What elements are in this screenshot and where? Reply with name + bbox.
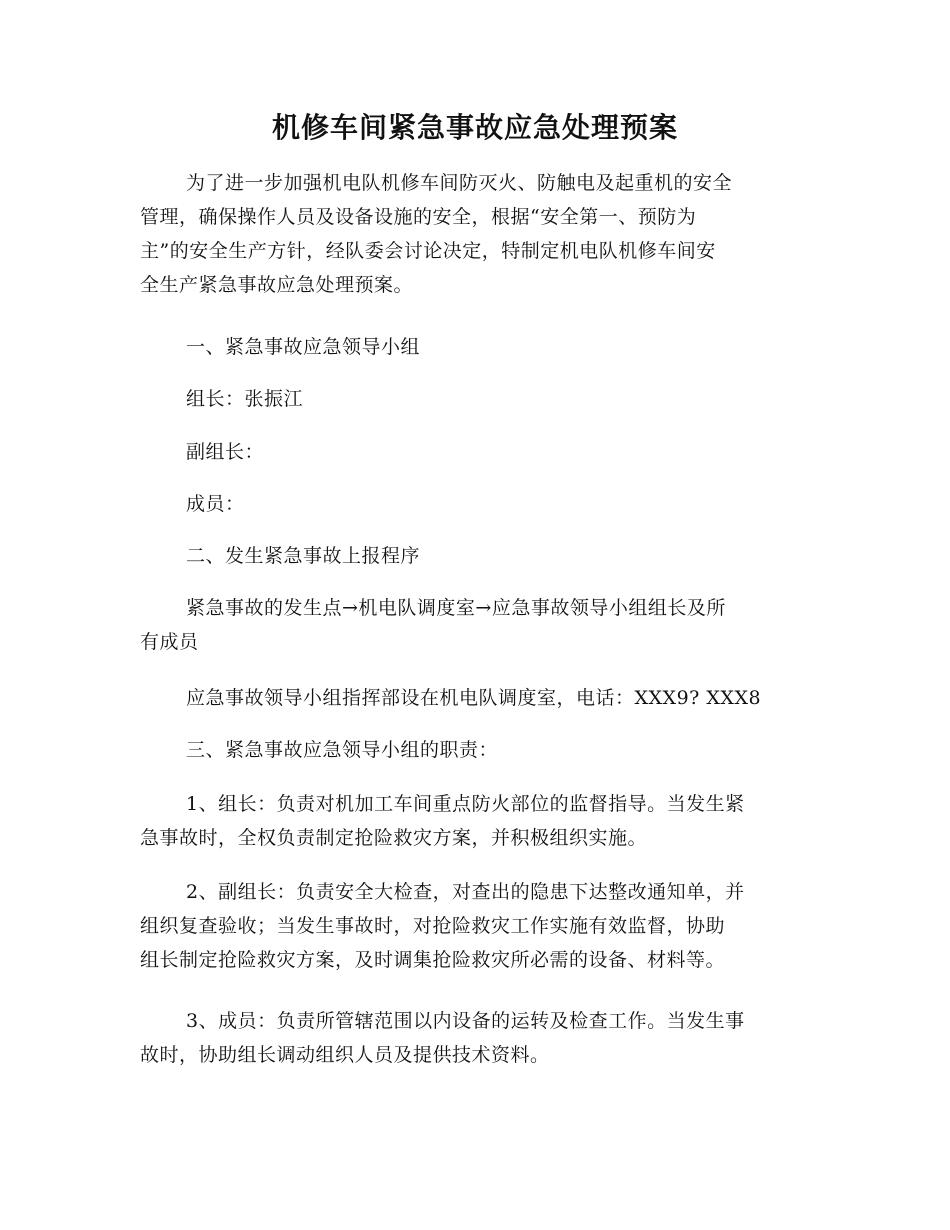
duty-member-line: 3、成员：负责所管辖范围以内设备的运转及检查工作。当发生事 (186, 1010, 745, 1032)
report-flow-paragraph (140, 591, 810, 659)
deputy-leader-line: 副组长： (186, 441, 265, 463)
duty-leader-line: 1、组长：负责对机加工车间重点防火部位的监督指导。当发生紧 (186, 793, 745, 815)
leader-line: 组长：张振江 (186, 388, 304, 410)
duty-deputy-line: 组织复查验收；当发生事故时，对抢险救灾工作实施有效监督，协助 (140, 915, 726, 937)
duty-member-line: 故时，协助组长调动组织人员及提供技术资料。 (140, 1044, 550, 1066)
duty-deputy-paragraph (140, 875, 810, 977)
duty-deputy-line: 组长制定抢险救灾方案，及时调集抢险救灾所必需的设备、材料等。 (140, 949, 726, 971)
intro-line: 管理，确保操作人员及设备设施的安全，根据“安全第一、预防为 (140, 206, 697, 228)
intro-line: 为了进一步加强机电队机修车间防灭火、防触电及起重机的安全 (186, 172, 733, 194)
duty-deputy-line: 2、副组长：负责安全大检查，对查出的隐患下达整改通知单，并 (186, 881, 745, 903)
report-flow-line: 有成员 (140, 631, 199, 653)
intro-line: 全生产紧急事故应急处理预案。 (140, 274, 414, 296)
section-heading-duties: 三、紧急事故应急领导小组的职责： (186, 739, 499, 761)
intro-paragraph (140, 166, 810, 302)
document-title: 机修车间紧急事故应急处理预案 (271, 111, 678, 144)
section-heading-report-procedure: 二、发生紧急事故上报程序 (186, 545, 421, 567)
section-heading-leadership-group: 一、紧急事故应急领导小组 (186, 336, 421, 358)
members-line: 成员： (186, 493, 245, 515)
command-post-line: 应急事故领导小组指挥部设在机电队调度室，电话：XXX9? XXX8 (186, 687, 762, 709)
intro-line: 主”的安全生产方针，经队委会讨论决定，特制定机电队机修车间安 (140, 240, 716, 262)
duty-member-paragraph (140, 1004, 810, 1072)
report-flow-line: 紧急事故的发生点→机电队调度室→应急事故领导小组组长及所 (186, 597, 726, 619)
duty-leader-paragraph (140, 787, 810, 855)
duty-leader-line: 急事故时，全权负责制定抢险救灾方案，并积极组织实施。 (140, 827, 648, 849)
